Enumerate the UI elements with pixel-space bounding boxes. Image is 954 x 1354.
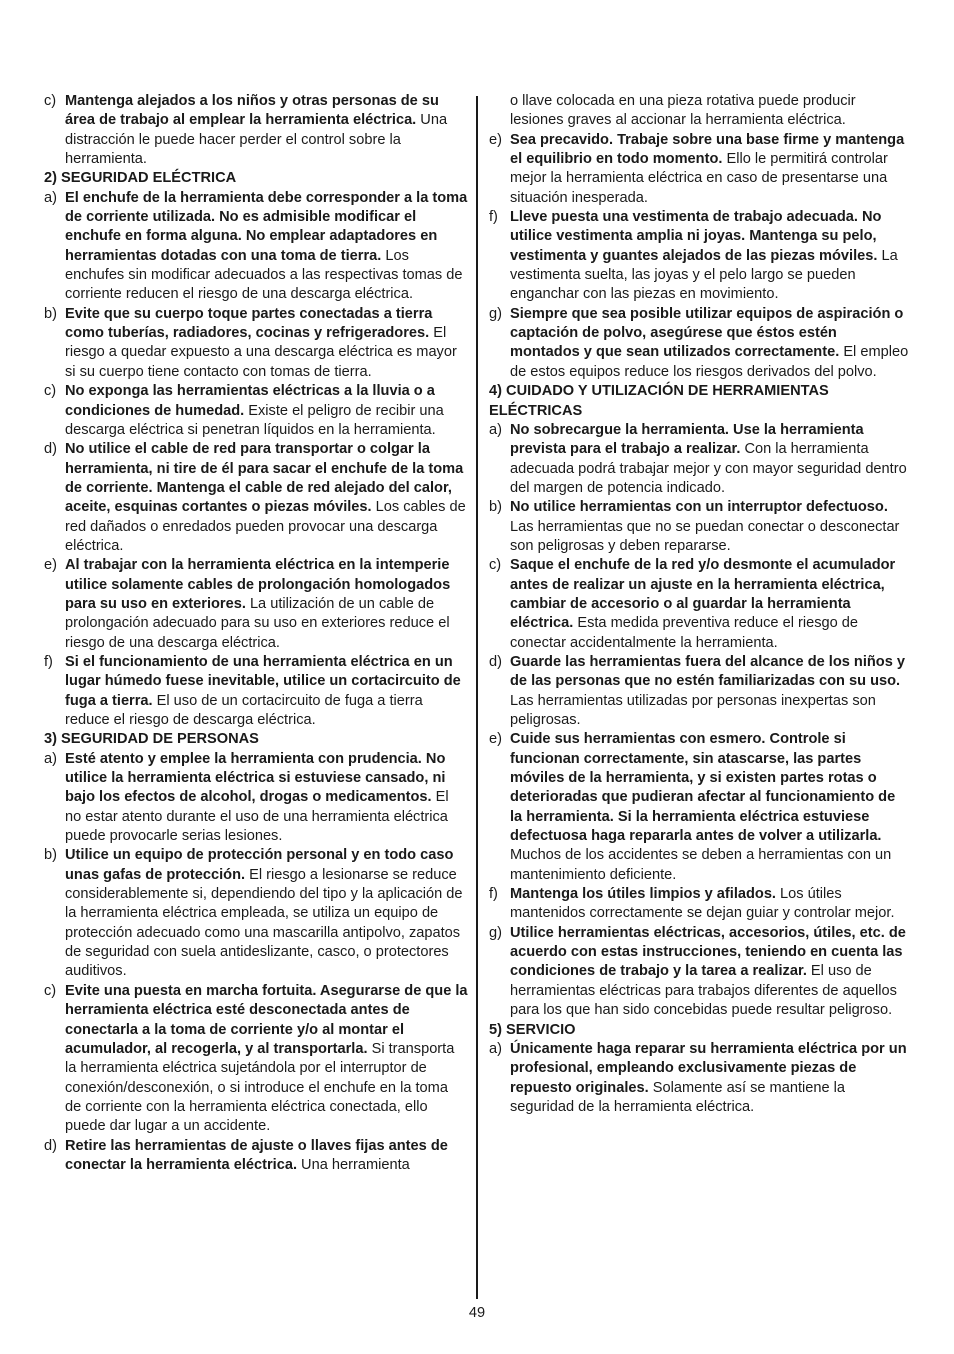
- item-bold-text: Saque el enchufe de la red y/o desmonte el acumulador antes de realizar un ajuste en la herramienta eléctrica, cambiar de accesorio o al guardar la herramienta eléctrica.: [510, 557, 896, 632]
- item-text: El empleo de estos equipos reduce los riesgos derivados del polvo.: [510, 344, 909, 380]
- item-letter: b): [44, 305, 57, 322]
- item-text: Solamente así se mantiene la seguridad de la herramienta eléctrica.: [510, 1079, 846, 1115]
- item-bold-text: Mantenga alejados a los niños y otras personas de su área de trabajo al emplear la herramienta eléctrica.: [65, 93, 439, 129]
- section-heading-personal-safety: 3) SEGURIDAD DE PERSONAS: [44, 731, 259, 748]
- list-item: [44, 305, 468, 382]
- item-letter: e): [489, 731, 502, 748]
- list-item: [489, 885, 909, 924]
- item-text: Esta medida preventiva reduce el riesgo de conectar accidentalmente la herramienta.: [510, 615, 859, 651]
- column-divider: [476, 96, 478, 1299]
- list-item: [489, 208, 909, 305]
- page-number: 49: [468, 1305, 486, 1321]
- list-item: [44, 92, 468, 169]
- list-item: [489, 653, 909, 730]
- item-text: Las herramientas que no se puedan conectar o desconectar son peligrosas y deben repararse.: [510, 518, 900, 554]
- item-text: Las herramientas utilizadas por personas inexpertas son peligrosas.: [510, 692, 876, 728]
- list-item: [44, 750, 468, 847]
- item-letter: a): [44, 750, 57, 767]
- continued-text: o llave colocada en una pieza rotativa puede producir lesiones graves al accionar la herramienta eléctrica.: [510, 93, 856, 129]
- list-item: [489, 556, 909, 653]
- item-text: La utilización de un cable de prolongación adecuado para su uso en exteriores reduce el riesgo de una descarga eléctrica.: [65, 595, 450, 651]
- item-letter: c): [44, 383, 57, 400]
- item-bold-text: Evite una puesta en marcha fortuita. Asegurarse de que la herramienta eléctrica esté desconectada antes de conectarla a la toma de corriente y/o al montar el acumulador, al recogerla, y al transportarla.: [65, 982, 468, 1057]
- section-heading-electrical-safety: 2) SEGURIDAD ELÉCTRICA: [44, 170, 237, 187]
- item-text: Una distracción le puede hacer perder el control sobre la herramienta.: [65, 112, 448, 168]
- item-bold-text: Lleve puesta una vestimenta de trabajo adecuada. No utilice vestimenta amplia ni joyas. Mantenga su pelo, vestimenta y guantes alejados de las piezas móviles.: [510, 209, 882, 264]
- left-column: [44, 92, 468, 1175]
- item-bold-text: Cuide sus herramientas con esmero. Controle si funcionan correctamente, sin atascarse, las partes móviles de la herramienta, y si existen partes rotas o deterioradas que pudieran afectar al funcionamiento de la herramienta. Si la herramienta eléctrica estuviese defectuosa haga repararla antes de volver a utilizarla.: [510, 731, 896, 845]
- item-bold-text: Retire las herramientas de ajuste o llaves fijas antes de conectar la herramienta eléctrica.: [65, 1137, 448, 1173]
- item-letter: b): [44, 847, 57, 864]
- item-bold-text: Si el funcionamiento de una herramienta eléctrica en un lugar húmedo fuese inevitable, utilice un cortacircuito de fuga a tierra.: [65, 653, 461, 709]
- item-bold-text: Guarde las herramientas fuera del alcance de los niños y de las personas que no estén familiarizadas con su uso.: [510, 653, 906, 690]
- item-text: Muchos de los accidentes se deben a herramientas con un mantenimiento deficiente.: [510, 847, 892, 883]
- right-column: [489, 92, 909, 1117]
- list-item: [44, 556, 468, 653]
- item-letter: a): [44, 189, 57, 206]
- list-item: [44, 846, 468, 981]
- list-item: [489, 730, 909, 885]
- list-item: [44, 653, 468, 730]
- item-bold-text: No sobrecargue la herramienta. Use la herramienta prevista para el trabajo a realizar.: [510, 421, 864, 458]
- item-text: Ello le permitirá controlar mejor la herramienta eléctrica en caso de presentarse una situación inesperada.: [510, 151, 888, 206]
- item-bold-text: No utilice herramientas con un interruptor defectuoso.: [510, 499, 888, 516]
- list-item: [44, 440, 468, 556]
- item-letter: g): [489, 924, 502, 941]
- section-heading-tool-care: 4) CUIDADO Y UTILIZACIÓN DE HERRAMIENTAS ELÉCTRICAS: [489, 383, 829, 419]
- item-bold-text: Utilice un equipo de protección personal y en todo caso unas gafas de protección.: [65, 847, 454, 883]
- item-letter: d): [489, 653, 502, 670]
- item-bold-text: Únicamente haga reparar su herramienta eléctrica por un profesional, empleando exclusivamente piezas de repuesto originales.: [510, 1040, 907, 1096]
- item-letter: c): [44, 93, 57, 109]
- item-bold-text: No exponga las herramientas eléctricas a la lluvia o a condiciones de humedad.: [65, 383, 435, 419]
- item-letter: a): [489, 421, 502, 438]
- list-item: [489, 421, 909, 498]
- item-letter: d): [44, 1137, 57, 1154]
- item-text: La vestimenta suelta, las joyas y el pelo largo se pueden enganchar con las piezas en movimiento.: [510, 247, 898, 303]
- item-text: Los enchufes sin modificar adecuados a las respectivas tomas de corriente reducen el riesgo de una descarga eléctrica.: [65, 247, 463, 303]
- item-list: [44, 189, 468, 731]
- item-bold-text: Al trabajar con la herramienta eléctrica en la intemperie utilice solamente cables de prolongación homologados para su uso en exteriores.: [65, 557, 451, 612]
- list-item: [489, 131, 909, 208]
- item-letter: f): [489, 209, 498, 226]
- item-text: Existe el peligro de recibir una descarga eléctrica si penetran líquidos en la herramienta.: [65, 402, 444, 438]
- item-letter: c): [44, 982, 57, 999]
- item-letter: g): [489, 305, 502, 322]
- item-list: [489, 1040, 909, 1117]
- item-list: [44, 750, 468, 1176]
- item-bold-text: Mantenga los útiles limpios y afilados.: [510, 886, 776, 903]
- list-item: [44, 982, 468, 1137]
- item-bold-text: Evite que su cuerpo toque partes conectadas a tierra como tuberías, radiadores, cocinas y refrigeradores.: [65, 305, 433, 342]
- item-bold-text: Utilice herramientas eléctricas, accesorios, útiles, etc. de acuerdo con estas instrucciones, teniendo en cuenta las condiciones de trabajo y la tarea a realizar.: [510, 924, 906, 980]
- item-letter: e): [44, 557, 57, 574]
- item-text: El uso de herramientas eléctricas para trabajos diferentes de aquellos para los que han sido concebidas puede resultar peligroso.: [510, 963, 897, 1019]
- item-text: El no estar atento durante el uso de una herramienta eléctrica puede provocarle serias lesiones.: [65, 789, 449, 845]
- item-list: [44, 92, 468, 169]
- item-letter: f): [44, 653, 53, 670]
- list-item: [489, 498, 909, 556]
- item-list: [489, 421, 909, 1021]
- item-bold-text: El enchufe de la herramienta debe corresponder a la toma de corriente utilizada. No es admisible modificar el enchufe en forma alguna. No emplear adaptadores en herramientas dotadas con una toma de tierra.: [65, 189, 468, 264]
- section-heading-service: 5) SERVICIO: [489, 1021, 576, 1038]
- item-list: [489, 131, 909, 382]
- item-text: Si transporta la herramienta eléctrica sujetándola por el interruptor de conexión/desconexión, o si introduce el enchufe en la toma de corriente con la herramienta eléctrica conectada, ello puede dar lugar a un accidente.: [65, 1040, 455, 1135]
- list-item: [44, 1137, 468, 1176]
- list-item: [489, 924, 909, 1021]
- item-letter: b): [489, 499, 502, 516]
- item-text: Los cables de red dañados o enredados pueden provocar una descarga eléctrica.: [65, 499, 466, 554]
- list-item: [44, 382, 468, 440]
- item-letter: e): [489, 131, 502, 148]
- item-text: El uso de un cortacircuito de fuga a tierra reduce el riesgo de descarga eléctrica.: [65, 692, 423, 728]
- list-item: [489, 1040, 909, 1117]
- item-text: El riesgo a lesionarse se reduce considerablemente si, dependiendo del tipo y la aplicación de la herramienta eléctrica empleada, se utiliza un equipo de protección adecuado como una mascarilla antipolvo, zapatos de seguridad con suela antideslizante, casco, o protectores auditivos.: [65, 866, 463, 980]
- item-bold-text: Sea precavido. Trabaje sobre una base firme y mantenga el equilibrio en todo momento.: [510, 131, 905, 168]
- item-bold-text: No utilice el cable de red para transportar o colgar la herramienta, ni tire de él para sacar el enchufe de la toma de corriente. Mantenga el cable de red alejado del calor, aceite, esquinas cortantes o piezas móviles.: [65, 441, 464, 516]
- item-bold-text: Esté atento y emplee la herramienta con prudencia. No utilice la herramienta eléctrica si estuviese cansado, ni bajo los efectos de alcohol, drogas o medicamentos.: [65, 750, 446, 806]
- item-letter: f): [489, 886, 498, 903]
- list-item: [489, 305, 909, 382]
- item-text: Con la herramienta adecuada podrá trabajar mejor y con mayor seguridad dentro del margen de potencia indicado.: [510, 441, 907, 496]
- list-item: [44, 189, 468, 305]
- item-text: Los útiles mantenidos correctamente se dejan guiar y controlar mejor.: [510, 886, 895, 922]
- item-text: Una herramienta: [297, 1156, 410, 1173]
- item-text: El riesgo a quedar expuesto a una descarga eléctrica es mayor si su cuerpo tiene contacto con tomas de tierra.: [65, 325, 457, 380]
- item-letter: c): [489, 557, 502, 574]
- item-letter: a): [489, 1040, 502, 1057]
- item-bold-text: Siempre que sea posible utilizar equipos de aspiración o captación de polvo, asegúrese que éstos estén montados y que sean utilizados correctamente.: [510, 305, 904, 361]
- item-letter: d): [44, 441, 57, 458]
